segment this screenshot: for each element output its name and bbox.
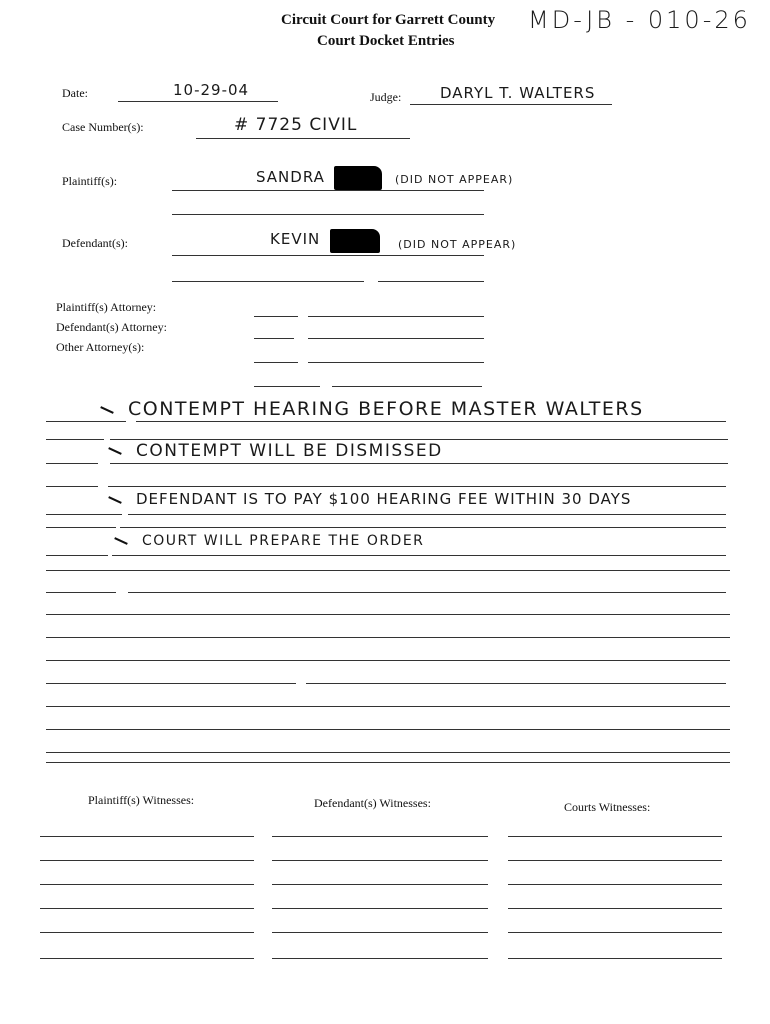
ruled-line [108, 486, 726, 487]
defendant-witnesses-label: Defendant(s) Witnesses: [314, 796, 431, 810]
witness-line [40, 958, 254, 959]
witness-line [508, 908, 722, 909]
plaintiff-line-1 [172, 190, 484, 191]
witness-line [272, 958, 488, 959]
plaintiff-note: (DID NOT APPEAR) [395, 173, 514, 186]
witness-line [272, 836, 488, 837]
attorney-line [254, 316, 298, 317]
ruled-line [46, 762, 730, 763]
ruled-line [46, 614, 730, 615]
date-label: Date: [62, 86, 88, 100]
entry-text: CONTEMPT HEARING BEFORE MASTER WALTERS [128, 398, 644, 420]
case-number-value: # 7725 CIVIL [234, 115, 358, 135]
entry-4 [114, 533, 424, 549]
ruled-line [46, 683, 296, 684]
case-number-label: Case Number(s): [62, 120, 144, 134]
entry-text: CONTEMPT WILL BE DISMISSED [136, 441, 443, 461]
defendant-line-2a [172, 281, 364, 282]
ruled-line [46, 592, 116, 593]
witness-line [272, 860, 488, 861]
defendant-line-2b [378, 281, 484, 282]
ruled-line [128, 514, 726, 515]
ruled-line [46, 421, 126, 422]
defendant-value: KEVIN [270, 230, 321, 248]
witness-line [40, 884, 254, 885]
attorney-line [254, 362, 298, 363]
ruled-line [110, 439, 728, 440]
witness-line [272, 908, 488, 909]
document-id: MD-JB - 010-26 [528, 6, 751, 34]
plaintiff-redaction [334, 166, 382, 190]
plaintiff-attorney-label: Plaintiff(s) Attorney: [56, 300, 157, 314]
ruled-line [112, 555, 726, 556]
witness-line [508, 932, 722, 933]
attorney-line [254, 338, 294, 339]
docket-title: Court Docket Entries [317, 33, 455, 49]
judge-label: Judge: [370, 90, 402, 104]
ruled-line [46, 555, 108, 556]
attorney-line [254, 386, 320, 387]
witness-line [40, 932, 254, 933]
defendant-label: Defendant(s): [62, 236, 128, 250]
defendant-attorney-label: Defendant(s) Attorney: [56, 320, 167, 334]
ruled-line [46, 570, 730, 571]
defendant-redaction [330, 229, 380, 253]
other-attorney-label: Other Attorney(s): [56, 340, 145, 354]
plaintiff-value: SANDRA [256, 168, 325, 186]
witness-line [508, 836, 722, 837]
tick-mark [100, 406, 114, 414]
defendant-note: (DID NOT APPEAR) [398, 238, 517, 251]
judge-line [410, 104, 612, 105]
ruled-line [46, 706, 730, 707]
witness-line [508, 884, 722, 885]
ruled-line [46, 660, 730, 661]
ruled-line [46, 463, 98, 464]
defendant-line-1 [172, 255, 484, 256]
ruled-line [46, 752, 730, 753]
attorney-line [308, 362, 484, 363]
tick-mark [114, 537, 128, 545]
entry-text: COURT WILL PREPARE THE ORDER [142, 533, 425, 549]
entry-text: DEFENDANT IS TO PAY $100 HEARING FEE WITHIN 30 DAYS [136, 490, 632, 508]
ruled-line [128, 592, 726, 593]
entry-3 [108, 490, 631, 508]
plaintiff-witnesses-label: Plaintiff(s) Witnesses: [88, 793, 195, 807]
attorney-line [332, 386, 482, 387]
date-line [118, 101, 278, 102]
plaintiff-line-2 [172, 214, 484, 215]
attorney-line [308, 316, 484, 317]
ruled-line [110, 463, 728, 464]
ruled-line [46, 486, 98, 487]
ruled-line [46, 527, 116, 528]
date-value: 10-29-04 [173, 81, 250, 99]
witness-line [40, 908, 254, 909]
ruled-line [120, 527, 726, 528]
ruled-line [46, 729, 730, 730]
ruled-line [46, 439, 104, 440]
plaintiff-label: Plaintiff(s): [62, 174, 118, 188]
courts-witnesses-label: Courts Witnesses: [564, 800, 651, 814]
attorney-line [308, 338, 484, 339]
ruled-line [306, 683, 726, 684]
ruled-line [46, 637, 730, 638]
tick-mark [108, 496, 122, 504]
case-number-line [196, 138, 410, 139]
witness-line [40, 836, 254, 837]
witness-line [508, 860, 722, 861]
witness-line [508, 958, 722, 959]
ruled-line [46, 514, 122, 515]
witness-line [272, 884, 488, 885]
tick-mark [108, 447, 122, 455]
entry-2 [108, 441, 443, 461]
witness-line [272, 932, 488, 933]
entry-1 [100, 398, 644, 420]
court-name: Circuit Court for Garrett County [281, 12, 496, 28]
witness-line [40, 860, 254, 861]
ruled-line [136, 421, 726, 422]
judge-value: DARYL T. WALTERS [440, 84, 596, 102]
